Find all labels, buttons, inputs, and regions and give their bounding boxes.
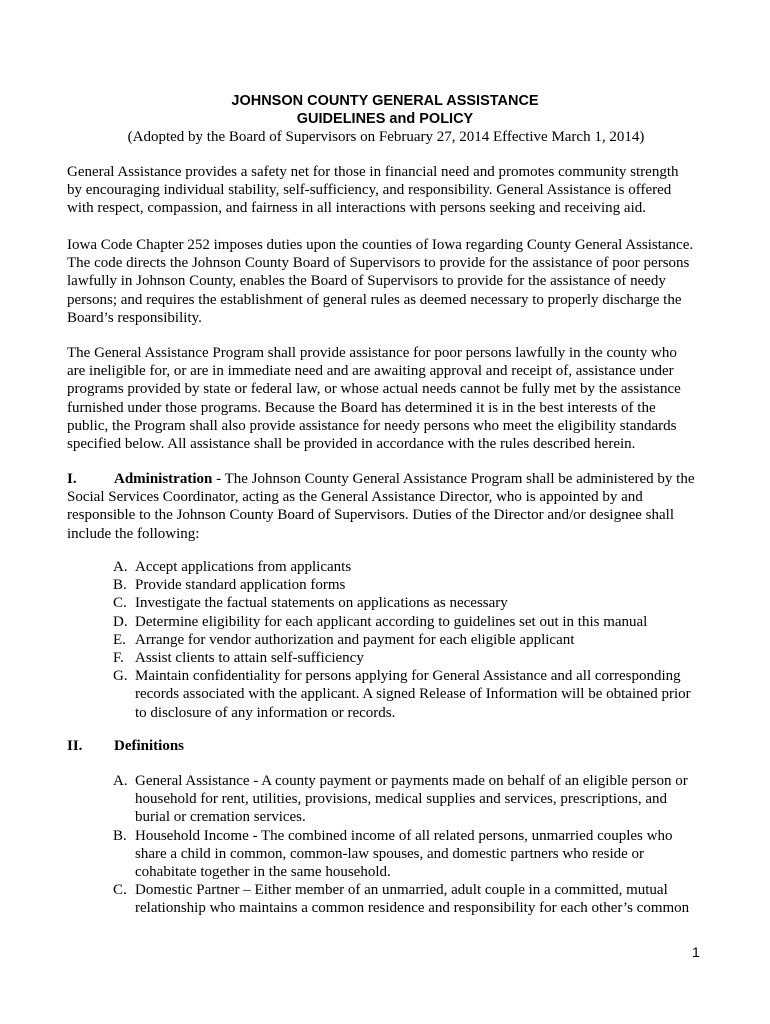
text-line: Provide standard application forms — [135, 577, 346, 594]
text-line: Maintain confidentiality for persons applying for General Assistance and all corresponding — [135, 668, 681, 685]
intro-paragraph-3 — [67, 344, 707, 453]
list-item-label: F. — [113, 650, 124, 667]
list-item-label: C. — [113, 882, 127, 899]
text-line: Determine eligibility for each applicant according to guidelines set out in this manual — [135, 613, 648, 630]
text-line: responsible to the Johnson County Board of Supervisors. Duties of the Director and/or designee shall — [67, 507, 674, 524]
text-line: furnished under those programs. Because the Board has determined it is in the best interests of the — [67, 399, 656, 416]
text-line: public, the Program shall also provide assistance for needy persons who meet the eligibility standards — [67, 417, 677, 434]
text-line: burial or cremation services. — [135, 809, 306, 826]
text-line: to disclosure of any information or records. — [135, 704, 396, 721]
document-title: JOHNSON COUNTY GENERAL ASSISTANCE — [231, 93, 539, 109]
section-title: Definitions — [114, 738, 185, 754]
section-heading-line — [67, 470, 707, 488]
list-item-label: A. — [113, 773, 128, 789]
definitions-list — [113, 772, 713, 918]
text-line: Domestic Partner – Either member of an unmarried, adult couple in a committed, mutual — [135, 882, 668, 899]
intro-paragraph-1 — [67, 163, 707, 218]
text-line: Assist clients to attain self-sufficiency — [135, 650, 364, 667]
text-line: include the following: — [67, 525, 200, 542]
section-administration — [67, 470, 707, 543]
section-number: I. — [67, 471, 77, 487]
list-item — [113, 558, 713, 576]
section-title: Administration — [114, 471, 213, 487]
list-item-label: B. — [113, 827, 127, 844]
administration-duties-list — [113, 558, 713, 722]
text-line: Household Income - The combined income of all related persons, unmarried couples who — [135, 827, 673, 844]
text-line: persons; and requires the establishment of general rules as deemed necessary to properly discharge the — [67, 291, 682, 308]
list-item — [113, 827, 713, 882]
list-item — [113, 649, 713, 667]
list-item — [113, 576, 713, 594]
list-item-label: C. — [113, 595, 127, 612]
text-line: programs provided by state or federal law, or whose actual needs cannot be fully met by the assistance — [67, 381, 681, 398]
text-line: Investigate the factual statements on applications as necessary — [135, 595, 508, 612]
text-line: Social Services Coordinator, acting as the General Assistance Director, who is appointed by and — [67, 489, 643, 506]
list-item-label: D. — [113, 613, 128, 630]
list-item-label: E. — [113, 631, 126, 648]
text-line: household for rent, utilities, provisions, medical supplies and services, prescriptions, and — [135, 791, 667, 808]
text-line: with respect, compassion, and fairness in all interactions with persons seeking and receiving aid. — [67, 200, 647, 217]
text-line: The General Assistance Program shall provide assistance for poor persons lawfully in the county who — [67, 345, 677, 361]
list-item-label: G. — [113, 668, 128, 685]
list-item — [113, 881, 713, 917]
page-number: 1 — [692, 944, 700, 960]
text-line: specified below. All assistance shall be provided in accordance with the rules described herein. — [67, 436, 636, 453]
text-line: cohabitate together in the same household. — [135, 864, 391, 881]
text-line: General Assistance provides a safety net for those in financial need and promotes community strength — [67, 164, 679, 180]
text-line: - The Johnson County General Assistance Program shall be administered by the — [212, 471, 695, 487]
section-number: II. — [67, 738, 83, 754]
text-line: are ineligible for, or are in immediate need and are awaiting approval and receipt of, assistance under — [67, 363, 674, 380]
list-item — [113, 613, 713, 631]
text-line: by encouraging individual stability, self-sufficiency, and responsibility. General Assistance is offered — [67, 182, 672, 199]
list-item — [113, 772, 713, 827]
document-subtitle: GUIDELINES and POLICY — [296, 111, 474, 127]
list-item-label: B. — [113, 577, 127, 594]
text-line: relationship who maintains a common residence and responsibility for each other’s common — [135, 900, 690, 917]
list-item — [113, 594, 713, 612]
intro-paragraph-2 — [67, 236, 707, 327]
list-item — [113, 631, 713, 649]
list-item-label: A. — [113, 559, 128, 575]
text-line: General Assistance - A county payment or payments made on behalf of an eligible person or — [135, 773, 688, 789]
text-line: The code directs the Johnson County Board of Supervisors to provide for the assistance of poor persons — [67, 255, 690, 272]
adoption-note: (Adopted by the Board of Supervisors on February 27, 2014 Effective March 1, 2014) — [127, 129, 645, 145]
text-line: Arrange for vendor authorization and payment for each eligible applicant — [135, 631, 575, 648]
text-line: share a child in common, common-law spouses, and domestic partners who reside or — [135, 845, 645, 862]
section-definitions-heading — [67, 737, 184, 755]
text-line: Iowa Code Chapter 252 imposes duties upon the counties of Iowa regarding County General Assistance. — [67, 237, 694, 253]
list-item — [113, 667, 713, 722]
text-line: lawfully in Johnson County, enables the Board of Supervisors to provide for the assistance of needy — [67, 273, 666, 290]
text-line: records associated with the applicant. A signed Release of Information will be obtained prior — [135, 686, 691, 703]
text-line: Board’s responsibility. — [67, 309, 202, 326]
text-line: Accept applications from applicants — [135, 559, 352, 575]
